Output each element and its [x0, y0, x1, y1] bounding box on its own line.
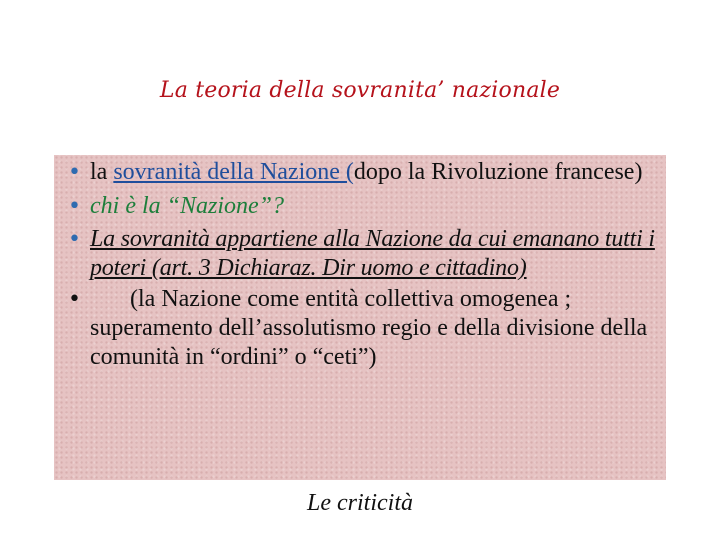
bullet-item-nation-entity: [68, 285, 658, 372]
bullet-suffix: dopo la Rivoluzione francese): [353, 159, 643, 185]
question-text: chi è la “Nazione”?: [90, 193, 285, 219]
content-panel: [54, 155, 666, 480]
bullet-marker: •: [68, 160, 81, 185]
sovranita-link[interactable]: sovranità della Nazione (: [113, 159, 354, 185]
footer-heading: Le criticità: [307, 490, 413, 516]
bullet-list: [68, 155, 658, 372]
bullet-item-question: [68, 192, 658, 221]
bullet-item-sovranita: [68, 158, 658, 187]
bullet-marker: •: [68, 227, 81, 252]
declaration-text: La sovranità appartiene alla Nazione da cui emanano tutti i poteri (art. 3 Dichiaraz. Dir uomo e cittadino): [90, 226, 655, 281]
bullet-marker: •: [68, 194, 81, 219]
slide-title: La teoria della sovranita’ nazionale: [159, 78, 561, 103]
bullet-prefix: la: [90, 159, 114, 185]
bullet-item-declaration: [68, 225, 658, 283]
bullet-marker: •: [68, 287, 81, 312]
nation-entity-text: (la Nazione come entità collettiva omogenea ; superamento dell’assolutismo regio e della divisione della comunità in “ordini” o “ceti”): [90, 286, 648, 370]
